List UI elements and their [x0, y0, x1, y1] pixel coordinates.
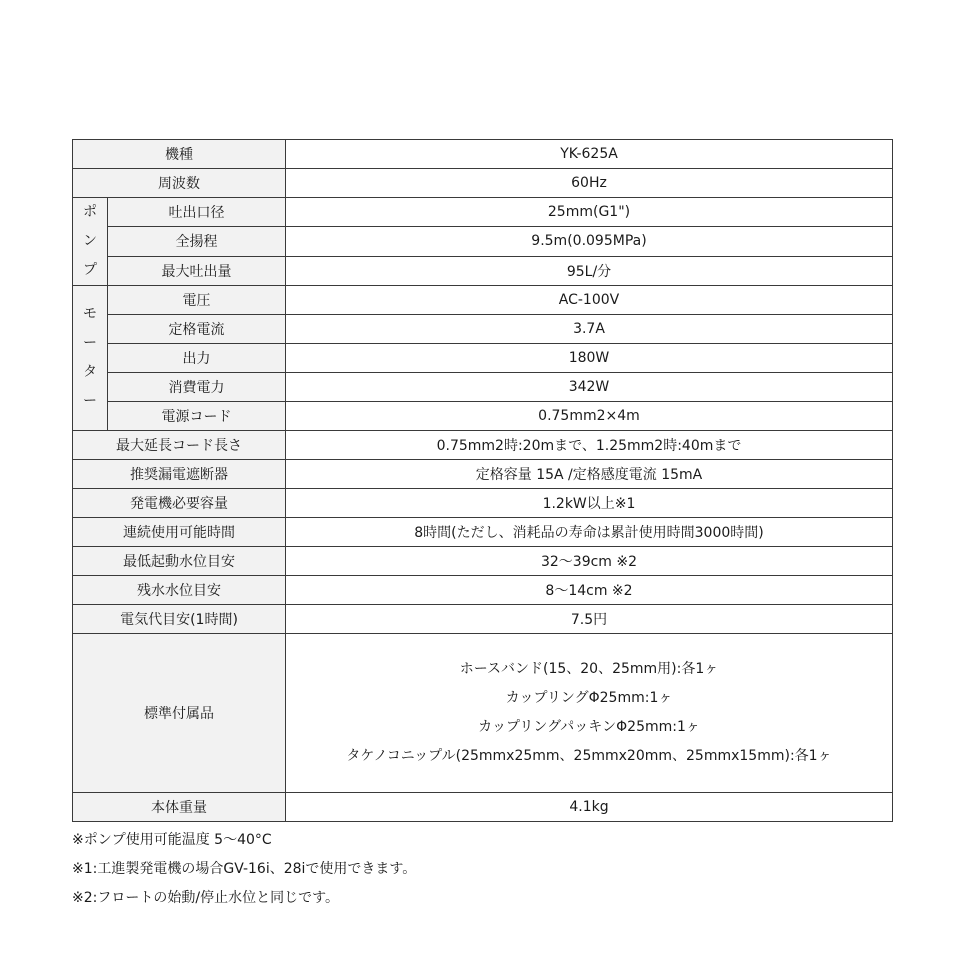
continuous-label: 連続使用可能時間	[73, 518, 286, 547]
head-label: 全揚程	[108, 227, 286, 256]
outlet-label: 吐出口径	[108, 198, 286, 227]
table-row	[73, 140, 893, 169]
accessory-item: カップリングパッキンΦ25mm:1ヶ	[478, 719, 700, 735]
table-row	[73, 227, 893, 256]
ext-cord-label: 最大延長コード長さ	[73, 431, 286, 460]
generator-value: 1.2kW以上※1	[286, 489, 893, 518]
current-label: 定格電流	[108, 315, 286, 344]
table-row	[73, 605, 893, 634]
frequency-value: 60Hz	[286, 169, 893, 198]
min-level-value: 32～39cm ※2	[286, 547, 893, 576]
output-value: 180W	[286, 344, 893, 373]
table-row	[73, 547, 893, 576]
flow-label: 最大吐出量	[108, 256, 286, 285]
motor-group-char: ー	[83, 335, 97, 351]
motor-group-char: モ	[83, 306, 97, 322]
continuous-value: 8時間(ただし、消耗品の寿命は累計使用時間3000時間)	[286, 518, 893, 547]
cord-label: 電源コード	[108, 402, 286, 431]
min-level-label: 最低起動水位目安	[73, 547, 286, 576]
table-row	[73, 518, 893, 547]
electricity-value: 7.5円	[286, 605, 893, 634]
motor-group-char: ー	[83, 393, 97, 409]
accessory-item: ホースバンド(15、20、25mm用):各1ヶ	[459, 661, 719, 677]
model-value: YK-625A	[286, 140, 893, 169]
cord-value: 0.75mm2×4m	[286, 402, 893, 431]
table-row	[73, 286, 893, 315]
outlet-value: 25mm(G1")	[286, 198, 893, 227]
flow-value: 95L/分	[286, 256, 893, 285]
voltage-value: AC-100V	[286, 286, 893, 315]
table-row	[73, 169, 893, 198]
motor-group-char: タ	[83, 364, 97, 380]
pump-group-char: ポ	[83, 204, 97, 220]
breaker-value: 定格容量 15A /定格感度電流 15mA	[286, 460, 893, 489]
footnotes	[72, 826, 892, 913]
table-row	[73, 256, 893, 285]
footnote: ※2:フロートの始動/停止水位と同じです。	[72, 890, 339, 906]
accessory-item: タケノコニップル(25mmx25mm、25mmx20mm、25mmx15mm):各1ヶ	[346, 748, 832, 764]
generator-label: 発電機必要容量	[73, 489, 286, 518]
ext-cord-value: 0.75mm2時:20mまで、1.25mm2時:40mまで	[286, 431, 893, 460]
output-label: 出力	[108, 344, 286, 373]
spec-table	[72, 139, 893, 822]
table-row	[73, 431, 893, 460]
pump-group-char: プ	[83, 262, 97, 278]
consumption-label: 消費電力	[108, 373, 286, 402]
consumption-value: 342W	[286, 373, 893, 402]
table-row	[73, 402, 893, 431]
table-row	[73, 793, 893, 822]
table-row	[73, 576, 893, 605]
voltage-label: 電圧	[108, 286, 286, 315]
accessories-label: 標準付属品	[73, 634, 286, 793]
frequency-label: 周波数	[73, 169, 286, 198]
table-row	[73, 634, 893, 793]
motor-group-label	[73, 286, 108, 431]
head-value: 9.5m(0.095MPa)	[286, 227, 893, 256]
breaker-label: 推奨漏電遮断器	[73, 460, 286, 489]
weight-label: 本体重量	[73, 793, 286, 822]
table-row	[73, 373, 893, 402]
table-row	[73, 344, 893, 373]
pump-group-char: ン	[83, 233, 97, 249]
electricity-label: 電気代目安(1時間)	[73, 605, 286, 634]
residual-label: 残水水位目安	[73, 576, 286, 605]
accessories-list	[286, 634, 893, 793]
table-row	[73, 315, 893, 344]
weight-value: 4.1kg	[286, 793, 893, 822]
table-row	[73, 460, 893, 489]
current-value: 3.7A	[286, 315, 893, 344]
model-label: 機種	[73, 140, 286, 169]
table-row	[73, 489, 893, 518]
accessory-item: カップリングΦ25mm:1ヶ	[505, 690, 673, 706]
pump-group-label	[73, 198, 108, 286]
footnote: ※1:工進製発電機の場合GV-16i、28iで使用できます。	[72, 861, 417, 877]
footnote: ※ポンプ使用可能温度 5～40°C	[72, 832, 272, 848]
residual-value: 8～14cm ※2	[286, 576, 893, 605]
table-row	[73, 198, 893, 227]
